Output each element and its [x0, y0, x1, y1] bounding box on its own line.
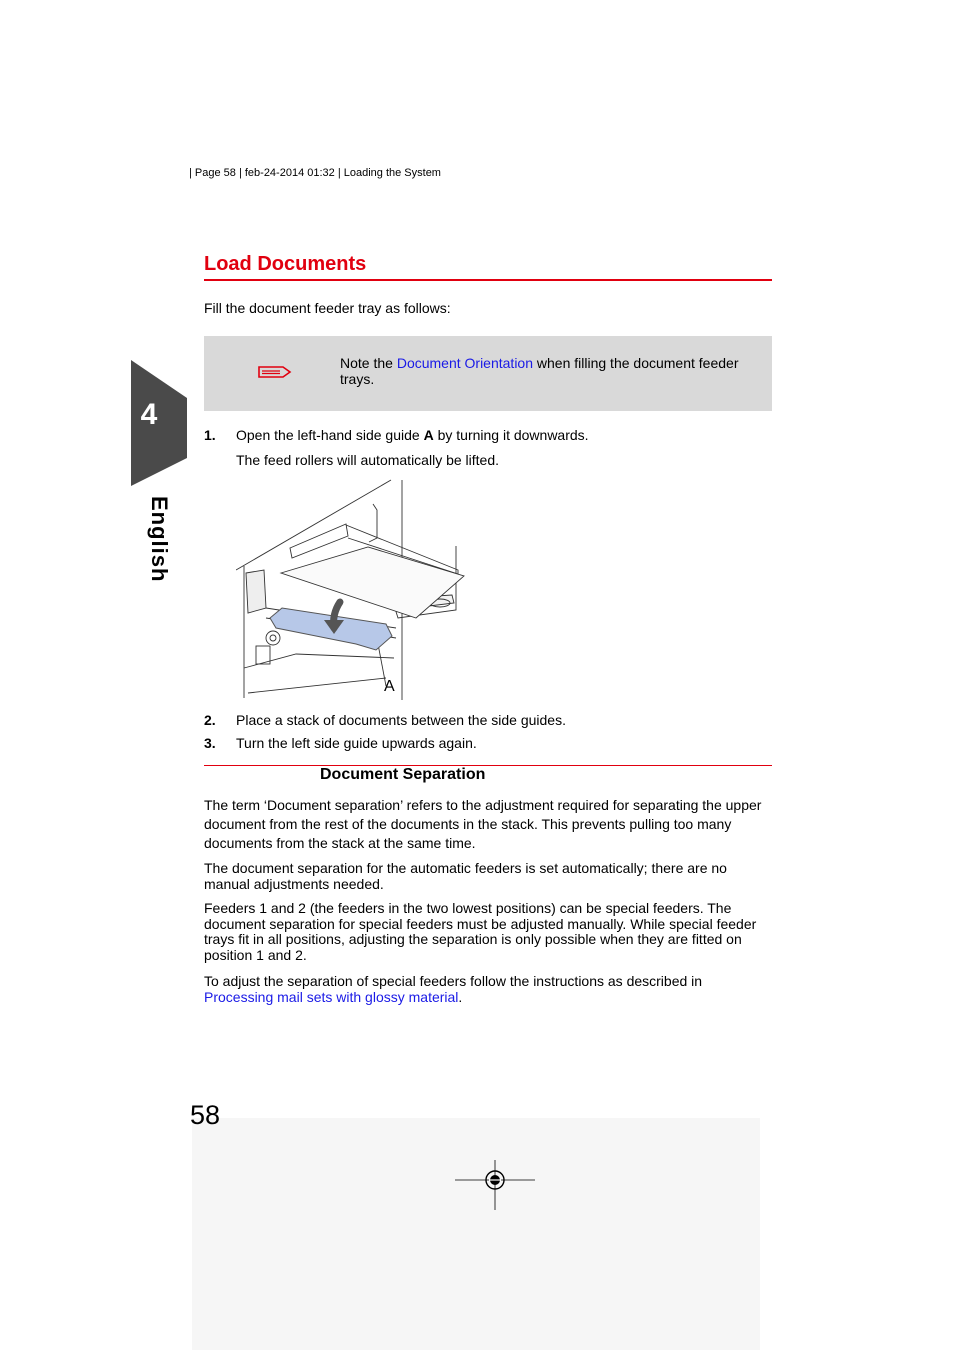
- step-1: 1. Open the left-hand side guide A by turning it downwards.: [204, 427, 589, 443]
- note-box: [204, 336, 772, 411]
- note-text: Note the Document Orientation when filling the document feeder trays.: [340, 355, 739, 387]
- page-header: | Page 58 | feb-24-2014 01:32 | Loading the System: [189, 167, 441, 179]
- chapter-number: 4: [140, 398, 158, 431]
- page-title: Load Documents: [204, 253, 772, 281]
- registration-mark-icon: [455, 1160, 535, 1212]
- paragraph-1: The term ‘Document separation’ refers to the adjustment required for separating the upper document from the rest of the documents in the stack. This prevents pulling too many documents from the stack at the same time.: [204, 797, 762, 851]
- page-bottom-shade: [192, 1118, 760, 1350]
- paragraph-4: To adjust the separation of special feeders follow the instructions as described in Processing mail sets with glossy material.: [204, 973, 703, 1005]
- figure-label-a: A: [384, 678, 395, 695]
- step-2: 2. Place a stack of documents between the side guides.: [204, 712, 566, 728]
- step-3: 3. Turn the left side guide upwards again.: [204, 735, 477, 751]
- document-orientation-link[interactable]: Document Orientation: [396, 355, 534, 371]
- intro-text: Fill the document feeder tray as follows:: [204, 300, 451, 316]
- paragraph-3: Feeders 1 and 2 (the feeders in the two lowest positions) can be special feeders. The document separation for special feeders must be adjusted manually. While special feeder trays fit in all positions, adjusting the separation is only possible when they are fitted on position 1 and 2.: [204, 900, 757, 964]
- step-1-note: The feed rollers will automatically be lifted.: [236, 452, 500, 468]
- section-divider: [204, 765, 772, 766]
- paragraph-2: The document separation for the automatic feeders is set automatically; there are no manual adjustments needed.: [204, 860, 727, 892]
- glossy-material-link[interactable]: Processing mail sets with glossy material: [204, 989, 459, 1005]
- page-number: 58: [190, 1100, 221, 1130]
- language-label: English: [147, 496, 172, 583]
- section-title: Document Separation: [320, 766, 486, 783]
- feeder-tray-illustration: [236, 478, 466, 700]
- pen-icon: [256, 362, 292, 382]
